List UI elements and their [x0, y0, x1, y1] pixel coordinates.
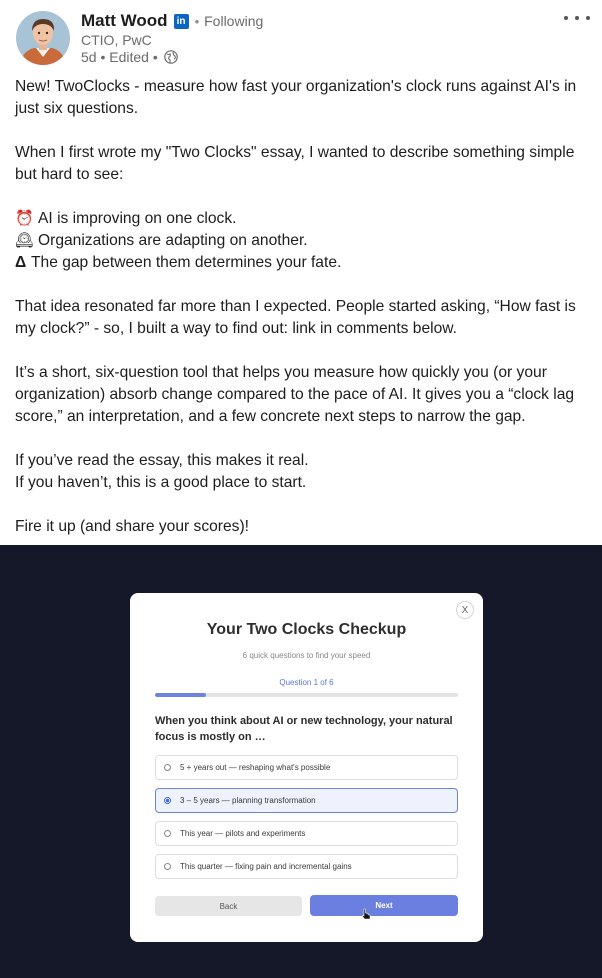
radio-button[interactable] — [164, 830, 171, 837]
answer-options — [155, 755, 458, 887]
list-item-text: The gap between them determines your fate. — [31, 254, 342, 271]
post-paragraph: Fire it up (and share your scores)! — [15, 518, 249, 535]
next-button[interactable]: Next — [310, 895, 458, 916]
following-status[interactable]: Following — [204, 13, 264, 29]
post-paragraph: If you haven’t, this is a good place to start. — [15, 474, 307, 491]
post-image[interactable] — [0, 545, 602, 978]
answer-option-label: 5 + years out — reshaping what's possible — [180, 763, 331, 772]
answer-option-label: 3 – 5 years — planning transformation — [180, 796, 316, 805]
author-avatar[interactable] — [16, 11, 70, 65]
back-button[interactable]: Back — [155, 896, 302, 916]
author-name[interactable]: Matt Wood — [81, 11, 168, 30]
list-item — [15, 230, 590, 252]
radio-button[interactable] — [164, 863, 171, 870]
radio-button[interactable] — [164, 764, 171, 771]
delta-icon: Δ — [15, 254, 27, 271]
separator-dot: • — [194, 13, 200, 29]
post-paragraph: New! TwoClocks - measure how fast your organization's clock runs against AI's in just six questions. — [15, 78, 577, 117]
radio-button[interactable] — [164, 797, 171, 804]
more-options-icon[interactable] — [564, 8, 590, 28]
answer-option-label: This quarter — fixing pain and incremental gains — [180, 862, 352, 871]
globe-icon — [164, 50, 178, 64]
modal-subtitle: 6 quick questions to find your speed — [242, 651, 371, 660]
answer-option[interactable] — [155, 755, 458, 780]
answer-option[interactable] — [155, 854, 458, 879]
author-headline: CTIO, PwC — [81, 32, 152, 48]
progress-fill — [155, 693, 206, 697]
list-item — [15, 252, 590, 274]
avatar-image — [16, 11, 70, 65]
checkup-modal — [130, 593, 483, 942]
post-paragraph: When I first wrote my "Two Clocks" essay, I wanted to describe something simple but hard to see: — [15, 144, 575, 183]
answer-option-label: This year — pilots and experiments — [180, 829, 306, 838]
question-text: When you think about AI or new technology, your natural focus is mostly on … — [155, 715, 453, 743]
alarm-clock-icon: ⏰ — [15, 210, 34, 227]
post-paragraph: It’s a short, six-question tool that helps you measure how quickly you (or your organization) absorb change compared to the pace of AI. It gives you a “clock lag score,” an interpretation, and a few concrete next steps to narrow the gap. — [15, 364, 575, 425]
hand-cursor-icon — [361, 908, 371, 920]
mantelpiece-clock-icon: 🕰 — [15, 232, 35, 249]
post-timestamp: 5d • Edited • — [81, 49, 158, 65]
modal-title: Your Two Clocks Checkup — [206, 621, 407, 638]
post-body — [15, 76, 590, 538]
post-meta — [81, 49, 178, 65]
progress-bar — [155, 693, 458, 697]
close-button[interactable]: X — [456, 601, 474, 619]
list-item-text: AI is improving on one clock. — [38, 210, 237, 227]
post-paragraph: If you’ve read the essay, this makes it real. — [15, 452, 309, 469]
question-counter: Question 1 of 6 — [279, 678, 334, 687]
author-line — [81, 10, 263, 32]
answer-option[interactable] — [155, 788, 458, 813]
answer-option[interactable] — [155, 821, 458, 846]
list-item — [15, 208, 590, 230]
post-paragraph: That idea resonated far more than I expected. People started asking, “How fast is my clock?” - so, I built a way to find out: link in comments below. — [15, 298, 576, 337]
linkedin-premium-icon: in — [174, 14, 189, 29]
list-item-text: Organizations are adapting on another. — [38, 232, 308, 249]
